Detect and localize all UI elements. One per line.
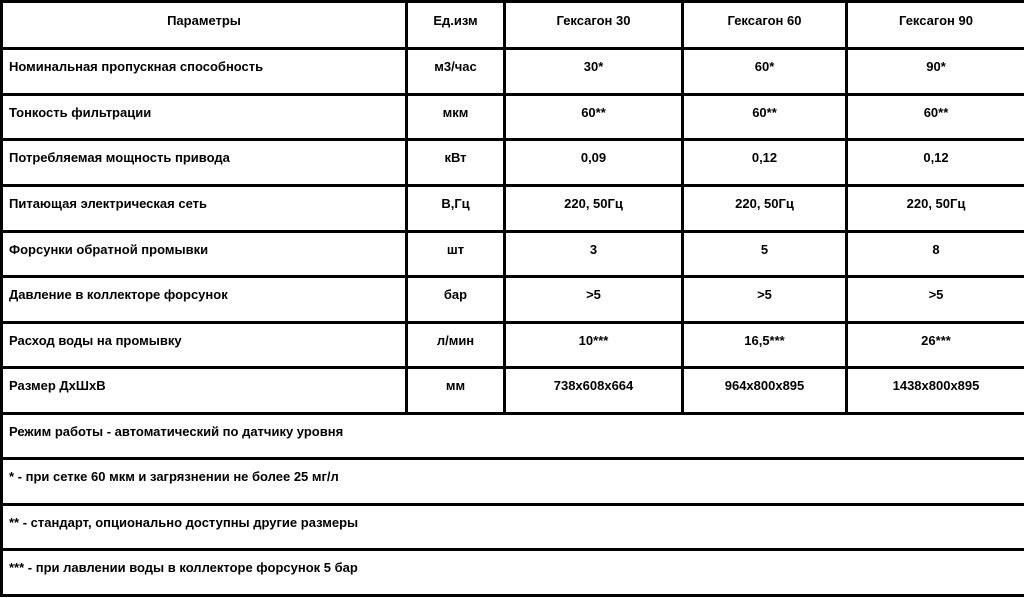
row-parameter: Питающая электрическая сеть <box>2 185 407 231</box>
row-value-model-1: >5 <box>505 277 683 323</box>
note-double-asterisk: ** - стандарт, опционально доступны другие размеры <box>2 504 1024 550</box>
table-row <box>2 368 1024 414</box>
row-value-model-3: 220, 50Гц <box>847 185 1024 231</box>
row-parameter: Размер ДхШхВ <box>2 368 407 414</box>
header-model-1: Гексагон 30 <box>505 2 683 49</box>
note-operating-mode: Режим работы - автоматический по датчику уровня <box>2 413 1024 459</box>
table-row <box>2 49 1024 95</box>
note-row <box>2 413 1024 459</box>
table-row <box>2 185 1024 231</box>
row-parameter: Давление в коллекторе форсунок <box>2 277 407 323</box>
header-parameter: Параметры <box>2 2 407 49</box>
row-value-model-1: 3 <box>505 231 683 277</box>
row-value-model-1: 220, 50Гц <box>505 185 683 231</box>
row-unit: В,Гц <box>407 185 505 231</box>
row-unit: л/мин <box>407 322 505 368</box>
row-value-model-3: 90* <box>847 49 1024 95</box>
row-parameter: Тонкость фильтрации <box>2 94 407 140</box>
row-value-model-2: 0,12 <box>683 140 847 186</box>
row-value-model-2: 60* <box>683 49 847 95</box>
row-parameter: Потребляемая мощность привода <box>2 140 407 186</box>
table-row <box>2 94 1024 140</box>
row-parameter: Номинальная пропускная способность <box>2 49 407 95</box>
row-unit: мм <box>407 368 505 414</box>
row-value-model-3: >5 <box>847 277 1024 323</box>
row-value-model-1: 0,09 <box>505 140 683 186</box>
row-value-model-2: 964x800x895 <box>683 368 847 414</box>
note-single-asterisk: * - при сетке 60 мкм и загрязнении не более 25 мг/л <box>2 459 1024 505</box>
row-value-model-2: >5 <box>683 277 847 323</box>
row-parameter: Расход воды на промывку <box>2 322 407 368</box>
table-row <box>2 277 1024 323</box>
row-value-model-1: 30* <box>505 49 683 95</box>
row-value-model-3: 60** <box>847 94 1024 140</box>
header-model-2: Гексагон 60 <box>683 2 847 49</box>
note-row <box>2 504 1024 550</box>
row-value-model-1: 10*** <box>505 322 683 368</box>
table-header-row <box>2 2 1024 49</box>
table-row <box>2 140 1024 186</box>
row-unit: м3/час <box>407 49 505 95</box>
row-unit: мкм <box>407 94 505 140</box>
header-model-3: Гексагон 90 <box>847 2 1024 49</box>
row-value-model-1: 738x608x664 <box>505 368 683 414</box>
row-value-model-2: 220, 50Гц <box>683 185 847 231</box>
row-unit: кВт <box>407 140 505 186</box>
table-row <box>2 231 1024 277</box>
table-row <box>2 322 1024 368</box>
note-row <box>2 550 1024 596</box>
header-unit: Ед.изм <box>407 2 505 49</box>
row-parameter: Форсунки обратной промывки <box>2 231 407 277</box>
note-triple-asterisk: *** - при лавлении воды в коллекторе форсунок 5 бар <box>2 550 1024 596</box>
row-value-model-3: 1438x800x895 <box>847 368 1024 414</box>
row-unit: шт <box>407 231 505 277</box>
row-value-model-3: 8 <box>847 231 1024 277</box>
row-value-model-2: 16,5*** <box>683 322 847 368</box>
row-unit: бар <box>407 277 505 323</box>
row-value-model-3: 0,12 <box>847 140 1024 186</box>
row-value-model-2: 5 <box>683 231 847 277</box>
row-value-model-1: 60** <box>505 94 683 140</box>
row-value-model-2: 60** <box>683 94 847 140</box>
row-value-model-3: 26*** <box>847 322 1024 368</box>
note-row <box>2 459 1024 505</box>
